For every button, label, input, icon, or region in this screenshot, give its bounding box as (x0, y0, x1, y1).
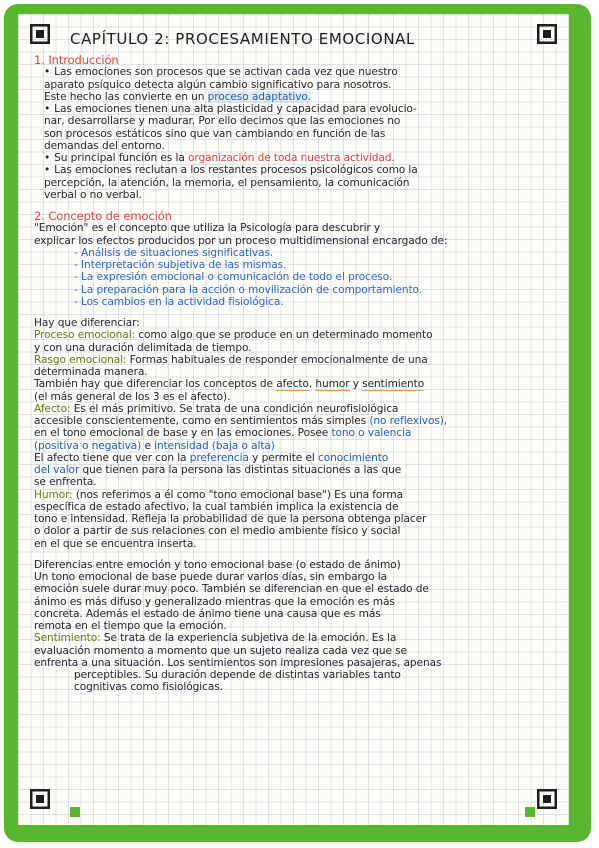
text-span: Este hecho las convierte en un (44, 90, 208, 103)
text-span: , (308, 378, 316, 391)
paragraph-line: y con una duración delimitada de tiempo. (34, 341, 252, 354)
paragraph-line: cognitivas como fisiológicas. (74, 681, 223, 694)
paragraph-line (34, 329, 556, 341)
text-span: Es el más primitivo. Se trata de una condición neurofisiológica (70, 402, 399, 415)
paragraph-line: se enfrenta. (34, 476, 97, 489)
paragraph-line (34, 152, 556, 164)
page-title: CAPÍTULO 2: PROCESAMIENTO EMOCIONAL (70, 30, 415, 48)
list-item: - Interpretación subjetiva de las mismas. (74, 259, 287, 271)
green-square-right-icon (525, 807, 535, 817)
paragraph-line (34, 415, 556, 427)
text-span: en el tono emocional de base y en las emociones. Posee (34, 427, 332, 440)
highlight-text: proceso adaptativo. (207, 90, 311, 103)
list-item-text: Interpretación subjetiva de las mismas. (81, 259, 287, 271)
highlight-text: intensidad (baja o alta) (154, 439, 275, 452)
paragraph-line: "Emoción" es el concepto que utiliza la Psicología para descubrir y (34, 222, 381, 235)
highlight-text: conocimiento (318, 451, 389, 464)
text-span: y (349, 378, 363, 391)
term-label: Rasgo emocional: (34, 353, 127, 366)
corner-marker-top-right-icon (537, 24, 557, 44)
paragraph-line (34, 427, 556, 439)
highlight-text: (positiva o negativa) (34, 439, 142, 452)
list-item: - La preparación para la acción o movilización de comportamiento. (74, 283, 422, 296)
text-span: Su principal función es la (54, 152, 188, 164)
text-span: (nos referimos a él como "tono emocional base") Es una forma (72, 488, 403, 501)
list-item-text: Análisis de situaciones significativas. (81, 246, 274, 259)
text-span: Se trata de la experiencia subjetiva de la emoción. Es la (100, 632, 397, 645)
paragraph-line (34, 91, 556, 103)
paragraph-line: enfrenta a una situación. Los sentimientos son impresiones pasajeras, apenas (34, 656, 442, 669)
section-heading-introduccion: 1. Introducción (34, 53, 119, 67)
paragraph-line: perceptibles. Su duración depende de distintas variables tanto (74, 669, 401, 681)
notebook-page (18, 14, 569, 825)
paragraph-line: determinada manera. (34, 366, 148, 378)
paragraph-line: tono e intensidad. Refleja la probabilidad de que la persona obtenga placer (34, 513, 427, 525)
section-heading-concepto: 2. Concepto de emoción (34, 209, 172, 223)
highlight-text: preferencia (189, 451, 249, 464)
term-label: Afecto: (34, 402, 71, 415)
list-item-text: La preparación para la acción o movilización de comportamiento. (81, 283, 422, 296)
paragraph-line: son procesos estáticos sino que van cambiando en función de las (44, 127, 386, 140)
text-span: El afecto tiene que ver con la (34, 451, 190, 464)
text-span: y permite el (248, 451, 319, 464)
paragraph-line: demandas del entorno. (44, 139, 165, 152)
underlined-term: sentimiento (362, 378, 425, 391)
paragraph-line (34, 489, 556, 501)
paragraph-line (34, 464, 556, 476)
paragraph-line: Diferencias entre emoción y tono emocional base (o estado de ánimo) (34, 558, 401, 571)
underlined-term: afecto (276, 378, 309, 391)
paragraph-line: o dolor a partir de sus relaciones con el medio ambiente físico y social (34, 525, 401, 538)
term-label: Sentimiento: (34, 632, 101, 645)
list-item: - Análisis de situaciones significativas. (74, 246, 274, 259)
text-span: accesible conscientemente, como en sentimientos más simples (34, 415, 370, 427)
paragraph-line (34, 403, 556, 415)
paragraph-line (34, 440, 556, 452)
paragraph-line: (el más general de los 3 es el afecto). (34, 390, 231, 403)
text-span: También hay que diferenciar los conceptos de (34, 378, 277, 391)
paragraph-line: explicar los efectos producidos por un proceso multidimensional encargado de: (34, 234, 448, 247)
highlight-text: del valor (34, 464, 80, 476)
paragraph-line: • Las emociones son procesos que se activan cada vez que nuestro (34, 66, 556, 78)
list-item: - Los cambios en la actividad fisiológica. (74, 295, 284, 308)
paragraph-line: verbal o no verbal. (44, 188, 142, 201)
paragraph-line: Hay que diferenciar: (34, 317, 140, 329)
paragraph-line (34, 632, 556, 644)
paragraph-line: remota en el tiempo que la emoción. (34, 620, 227, 632)
paragraph-line (34, 354, 556, 366)
paragraph-line: nar, desarrollarse y madurar. Por ello decimos que las emociones no (44, 115, 401, 128)
paragraph-line (34, 378, 556, 390)
text-span: como algo que se produce en un determinado momento (135, 329, 433, 342)
paragraph-line: percepción, la atención, la memoria, el pensamiento, la comunicación (44, 176, 410, 189)
text-span: e (141, 439, 155, 452)
corner-marker-top-left-icon (30, 24, 50, 44)
paragraph-line: • Las emociones reclutan a los restantes procesos psicológicos como la (34, 164, 556, 176)
paragraph-line: ánimo es más difuso y generalizado mientras que la emoción es más (34, 595, 395, 608)
paragraph-line: • Las emociones tienen una alta plasticidad y capacidad para evolucio- (34, 103, 556, 115)
paragraph-line: específica de estado afectivo, la cual también implica la existencia de (34, 500, 399, 513)
paragraph-line: concreta. Además el estado de ánimo tiene una causa que es más (34, 607, 381, 620)
term-label: Humor: (34, 488, 73, 501)
green-square-left-icon (70, 807, 80, 817)
highlight-text: tono o valencia (331, 427, 412, 440)
page-content (34, 54, 556, 694)
text-span: Formas habituales de responder emocionalmente de una (126, 353, 428, 366)
corner-marker-bottom-right-icon (537, 789, 557, 809)
paragraph-line (34, 452, 556, 464)
highlight-text: (no reflexivos), (369, 415, 448, 427)
paragraph-line: emoción suele durar muy poco. También se diferencian en que el estado de (34, 583, 429, 596)
paragraph-line: en el que se encuentra inserta. (34, 537, 197, 550)
underlined-term: humor (315, 378, 350, 391)
list-item: - La expresión emocional o comunicación de todo el proceso. (74, 271, 393, 284)
paragraph-line: evaluación momento a momento que un sujeto realiza cada vez que se (34, 644, 407, 657)
corner-marker-bottom-left-icon (30, 789, 50, 809)
text-span: que tienen para la persona las distintas situaciones a las que (79, 464, 402, 476)
paragraph-line: Un tono emocional de base puede durar varios días, sin embargo la (34, 571, 388, 583)
term-label: Proceso emocional: (34, 329, 136, 342)
highlight-text: organización de toda nuestra actividad. (188, 152, 395, 164)
list-item-text: La expresión emocional o comunicación de todo el proceso. (81, 271, 393, 284)
list-item-text: Los cambios en la actividad fisiológica. (81, 295, 284, 308)
paragraph-line: aparato psíquico detecta algún cambio significativo para nosotros. (44, 78, 392, 91)
